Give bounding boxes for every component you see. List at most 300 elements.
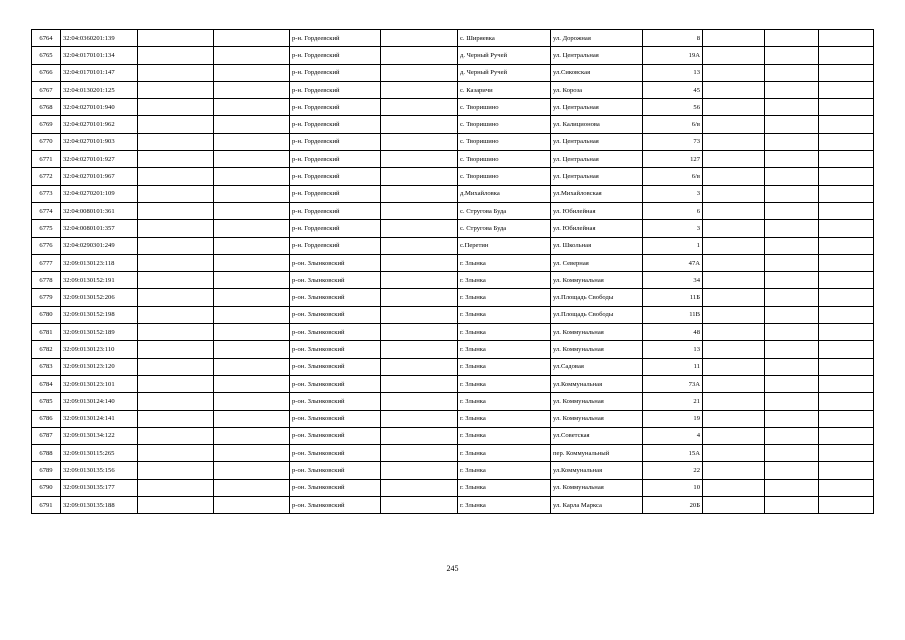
house-number-cell: 22 [643,462,703,479]
empty-cell [765,358,819,375]
empty-cell [214,306,290,323]
empty-cell [381,324,458,341]
empty-cell [138,64,214,81]
house-number-cell: 73 [643,133,703,150]
empty-cell [381,133,458,150]
empty-cell [214,479,290,496]
district-cell: р-н. Гордеевский [290,237,381,254]
empty-cell [703,202,765,219]
street-cell: ул.Садовая [551,358,643,375]
settlement-cell: г. Злынка [458,254,551,271]
empty-cell [703,133,765,150]
empty-cell [381,479,458,496]
district-cell: р-н. Гордеевский [290,185,381,202]
empty-cell [765,168,819,185]
empty-cell [703,479,765,496]
empty-cell [819,341,874,358]
house-number-cell: 11 [643,358,703,375]
cadastral-number-cell: 32:09:0130123:101 [61,375,138,392]
district-cell: р-н. Гордеевский [290,133,381,150]
settlement-cell: г. Злынка [458,462,551,479]
table-row [32,64,874,81]
empty-cell [381,445,458,462]
empty-cell [381,393,458,410]
empty-cell [703,462,765,479]
table-row [32,254,874,271]
empty-cell [138,237,214,254]
table-row [32,185,874,202]
settlement-cell: с. Творишино [458,168,551,185]
cadastral-number-cell: 32:04:0270201:109 [61,185,138,202]
row-number-cell: 6791 [32,497,61,514]
empty-cell [138,272,214,289]
district-cell: р-н. Гордеевский [290,151,381,168]
district-cell: р-н. Гордеевский [290,168,381,185]
table-row [32,445,874,462]
street-cell: ул. Юбилейная [551,202,643,219]
empty-cell [765,237,819,254]
table-row [32,479,874,496]
street-cell: ул.Советская [551,427,643,444]
empty-cell [765,272,819,289]
district-cell: р-он. Злынковский [290,358,381,375]
empty-cell [214,358,290,375]
empty-cell [214,462,290,479]
empty-cell [381,289,458,306]
street-cell: ул. Коммунальная [551,479,643,496]
street-cell: ул.Коммунальная [551,375,643,392]
row-number-cell: 6776 [32,237,61,254]
district-cell: р-н. Гордеевский [290,116,381,133]
empty-cell [138,358,214,375]
district-cell: р-он. Злынковский [290,462,381,479]
cadastral-number-cell: 32:04:0270101:962 [61,116,138,133]
empty-cell [703,358,765,375]
empty-cell [214,64,290,81]
district-cell: р-он. Злынковский [290,445,381,462]
cadastral-number-cell: 32:04:0080101:357 [61,220,138,237]
empty-cell [819,168,874,185]
empty-cell [381,202,458,219]
empty-cell [765,220,819,237]
empty-cell [381,497,458,514]
empty-cell [703,427,765,444]
cadastral-number-cell: 32:09:0130135:188 [61,497,138,514]
district-cell: р-он. Злынковский [290,497,381,514]
settlement-cell: с. Творишино [458,99,551,116]
cadastral-number-cell: 32:09:0130135:177 [61,479,138,496]
empty-cell [138,30,214,47]
empty-cell [381,185,458,202]
cadastral-number-cell: 32:04:0130201:125 [61,81,138,98]
empty-cell [765,427,819,444]
empty-cell [381,254,458,271]
house-number-cell: 45 [643,81,703,98]
row-number-cell: 6778 [32,272,61,289]
cadastral-number-cell: 32:09:0130123:118 [61,254,138,271]
empty-cell [819,47,874,64]
registry-table [31,29,874,514]
empty-cell [703,272,765,289]
settlement-cell: г. Злынка [458,272,551,289]
empty-cell [765,445,819,462]
empty-cell [138,462,214,479]
empty-cell [819,272,874,289]
empty-cell [703,410,765,427]
row-number-cell: 6782 [32,341,61,358]
district-cell: р-он. Злынковский [290,479,381,496]
house-number-cell: 20Б [643,497,703,514]
district-cell: р-он. Злынковский [290,272,381,289]
empty-cell [381,116,458,133]
street-cell: ул. Центральная [551,133,643,150]
empty-cell [703,220,765,237]
street-cell: ул. Коммунальная [551,410,643,427]
house-number-cell: 6/в [643,116,703,133]
table-row [32,306,874,323]
empty-cell [765,116,819,133]
cadastral-number-cell: 32:04:0270101:940 [61,99,138,116]
empty-cell [381,220,458,237]
cadastral-number-cell: 32:09:0130123:110 [61,341,138,358]
empty-cell [381,81,458,98]
table-row [32,151,874,168]
cadastral-number-cell: 32:09:0130123:120 [61,358,138,375]
empty-cell [765,151,819,168]
empty-cell [703,116,765,133]
empty-cell [765,81,819,98]
empty-cell [214,47,290,64]
empty-cell [819,254,874,271]
row-number-cell: 6779 [32,289,61,306]
empty-cell [138,479,214,496]
empty-cell [765,289,819,306]
empty-cell [819,64,874,81]
cadastral-number-cell: 32:04:0270101:903 [61,133,138,150]
row-number-cell: 6777 [32,254,61,271]
empty-cell [381,410,458,427]
settlement-cell: с.Перетин [458,237,551,254]
empty-cell [381,47,458,64]
empty-cell [765,497,819,514]
empty-cell [214,375,290,392]
settlement-cell: г. Злынка [458,341,551,358]
house-number-cell: 3 [643,185,703,202]
row-number-cell: 6767 [32,81,61,98]
settlement-cell: д. Черный Ручей [458,64,551,81]
empty-cell [765,133,819,150]
empty-cell [381,358,458,375]
empty-cell [703,237,765,254]
empty-cell [214,272,290,289]
empty-cell [765,64,819,81]
row-number-cell: 6790 [32,479,61,496]
district-cell: р-он. Злынковский [290,254,381,271]
empty-cell [138,393,214,410]
empty-cell [214,202,290,219]
empty-cell [214,99,290,116]
row-number-cell: 6784 [32,375,61,392]
table-row [32,220,874,237]
row-number-cell: 6781 [32,324,61,341]
table-row [32,393,874,410]
empty-cell [381,375,458,392]
empty-cell [381,462,458,479]
settlement-cell: с. Стругова Буда [458,220,551,237]
street-cell: ул.Михайловская [551,185,643,202]
house-number-cell: 19 [643,410,703,427]
district-cell: р-н. Гордеевский [290,99,381,116]
empty-cell [765,479,819,496]
district-cell: р-н. Гордеевский [290,30,381,47]
table-row [32,133,874,150]
settlement-cell: д.Михайловка [458,185,551,202]
empty-cell [819,202,874,219]
empty-cell [214,237,290,254]
empty-cell [381,306,458,323]
empty-cell [381,427,458,444]
street-cell: ул.Площадь Свободы [551,289,643,306]
settlement-cell: с. Творишино [458,133,551,150]
settlement-cell: г. Злынка [458,497,551,514]
cadastral-number-cell: 32:04:0270101:967 [61,168,138,185]
empty-cell [765,306,819,323]
empty-cell [703,445,765,462]
empty-cell [214,289,290,306]
empty-cell [214,116,290,133]
empty-cell [765,254,819,271]
street-cell: ул. Коммунальная [551,324,643,341]
street-cell: ул.Сиковская [551,64,643,81]
empty-cell [819,427,874,444]
cadastral-number-cell: 32:09:0130124:140 [61,393,138,410]
street-cell: ул. Центральная [551,168,643,185]
empty-cell [703,151,765,168]
empty-cell [138,410,214,427]
empty-cell [381,151,458,168]
table-row [32,47,874,64]
district-cell: р-он. Злынковский [290,410,381,427]
settlement-cell: с. Стругова Буда [458,202,551,219]
row-number-cell: 6772 [32,168,61,185]
house-number-cell: 19А [643,47,703,64]
empty-cell [765,185,819,202]
row-number-cell: 6768 [32,99,61,116]
house-number-cell: 6/в [643,168,703,185]
empty-cell [765,462,819,479]
cadastral-number-cell: 32:04:0170101:134 [61,47,138,64]
settlement-cell: г. Злынка [458,410,551,427]
page-number: 245 [446,564,459,573]
street-cell: ул. Карла Маркса [551,497,643,514]
empty-cell [819,358,874,375]
street-cell: ул. Северная [551,254,643,271]
empty-cell [765,375,819,392]
row-number-cell: 6773 [32,185,61,202]
empty-cell [214,151,290,168]
house-number-cell: 11Б [643,289,703,306]
settlement-cell: г. Злынка [458,393,551,410]
street-cell: ул. Коммунальная [551,272,643,289]
empty-cell [138,133,214,150]
cadastral-number-cell: 32:09:0130124:141 [61,410,138,427]
street-cell: ул. Центральная [551,99,643,116]
empty-cell [703,81,765,98]
district-cell: р-он. Злынковский [290,306,381,323]
empty-cell [819,185,874,202]
district-cell: р-он. Злынковский [290,289,381,306]
row-number-cell: 6785 [32,393,61,410]
settlement-cell: г. Злынка [458,358,551,375]
empty-cell [819,133,874,150]
table-row [32,289,874,306]
empty-cell [765,410,819,427]
street-cell: ул. Короза [551,81,643,98]
row-number-cell: 6789 [32,462,61,479]
settlement-cell: с. Творишино [458,116,551,133]
empty-cell [214,497,290,514]
cadastral-number-cell: 32:04:0270101:927 [61,151,138,168]
row-number-cell: 6780 [32,306,61,323]
empty-cell [138,306,214,323]
settlement-cell: с. Творишино [458,151,551,168]
table-row [32,497,874,514]
row-number-cell: 6765 [32,47,61,64]
street-cell: ул. Центральная [551,47,643,64]
district-cell: р-н. Гордеевский [290,47,381,64]
empty-cell [703,393,765,410]
empty-cell [138,202,214,219]
settlement-cell: г. Злынка [458,324,551,341]
empty-cell [765,341,819,358]
empty-cell [214,341,290,358]
empty-cell [765,202,819,219]
empty-cell [819,375,874,392]
street-cell: ул. Юбилейная [551,220,643,237]
empty-cell [819,30,874,47]
empty-cell [138,289,214,306]
empty-cell [819,462,874,479]
house-number-cell: 48 [643,324,703,341]
house-number-cell: 11В [643,306,703,323]
settlement-cell: с. Казаричи [458,81,551,98]
street-cell: ул.Площадь Свободы [551,306,643,323]
empty-cell [819,324,874,341]
empty-cell [703,64,765,81]
empty-cell [819,445,874,462]
row-number-cell: 6787 [32,427,61,444]
house-number-cell: 15А [643,445,703,462]
empty-cell [214,427,290,444]
district-cell: р-он. Злынковский [290,375,381,392]
district-cell: р-н. Гордеевский [290,220,381,237]
table-row [32,272,874,289]
empty-cell [138,47,214,64]
empty-cell [819,237,874,254]
empty-cell [381,237,458,254]
row-number-cell: 6786 [32,410,61,427]
empty-cell [381,64,458,81]
empty-cell [819,306,874,323]
row-number-cell: 6775 [32,220,61,237]
empty-cell [138,427,214,444]
empty-cell [138,81,214,98]
street-cell: ул. Калиционова [551,116,643,133]
row-number-cell: 6788 [32,445,61,462]
district-cell: р-он. Злынковский [290,393,381,410]
empty-cell [819,410,874,427]
empty-cell [214,168,290,185]
table-row [32,358,874,375]
empty-cell [138,168,214,185]
table-row [32,410,874,427]
street-cell: ул. Школьная [551,237,643,254]
house-number-cell: 56 [643,99,703,116]
empty-cell [138,254,214,271]
table-row [32,427,874,444]
empty-cell [819,116,874,133]
table-row [32,462,874,479]
empty-cell [381,168,458,185]
table-row [32,99,874,116]
street-cell: ул. Коммунальная [551,341,643,358]
house-number-cell: 73А [643,375,703,392]
settlement-cell: г. Злынка [458,289,551,306]
table-row [32,324,874,341]
empty-cell [138,151,214,168]
settlement-cell: с. Ширяевка [458,30,551,47]
house-number-cell: 34 [643,272,703,289]
house-number-cell: 13 [643,341,703,358]
settlement-cell: г. Злынка [458,445,551,462]
cadastral-number-cell: 32:09:0130152:191 [61,272,138,289]
cadastral-number-cell: 32:09:0130134:122 [61,427,138,444]
district-cell: р-н. Гордеевский [290,64,381,81]
row-number-cell: 6766 [32,64,61,81]
empty-cell [138,375,214,392]
empty-cell [819,497,874,514]
empty-cell [819,151,874,168]
district-cell: р-н. Гордеевский [290,202,381,219]
empty-cell [381,99,458,116]
cadastral-number-cell: 32:09:0130135:156 [61,462,138,479]
house-number-cell: 4 [643,427,703,444]
empty-cell [703,168,765,185]
empty-cell [819,289,874,306]
empty-cell [819,393,874,410]
settlement-cell: г. Злынка [458,427,551,444]
house-number-cell: 1 [643,237,703,254]
table-row [32,168,874,185]
empty-cell [703,254,765,271]
empty-cell [381,341,458,358]
street-cell: ул. Дорожная [551,30,643,47]
house-number-cell: 3 [643,220,703,237]
empty-cell [138,220,214,237]
cadastral-number-cell: 32:09:0130152:189 [61,324,138,341]
district-cell: р-он. Злынковский [290,427,381,444]
cadastral-number-cell: 32:09:0130152:206 [61,289,138,306]
district-cell: р-н. Гордеевский [290,81,381,98]
settlement-cell: г. Злынка [458,479,551,496]
empty-cell [703,99,765,116]
row-number-cell: 6771 [32,151,61,168]
empty-cell [214,220,290,237]
empty-cell [765,324,819,341]
settlement-cell: г. Злынка [458,306,551,323]
house-number-cell: 21 [643,393,703,410]
house-number-cell: 127 [643,151,703,168]
